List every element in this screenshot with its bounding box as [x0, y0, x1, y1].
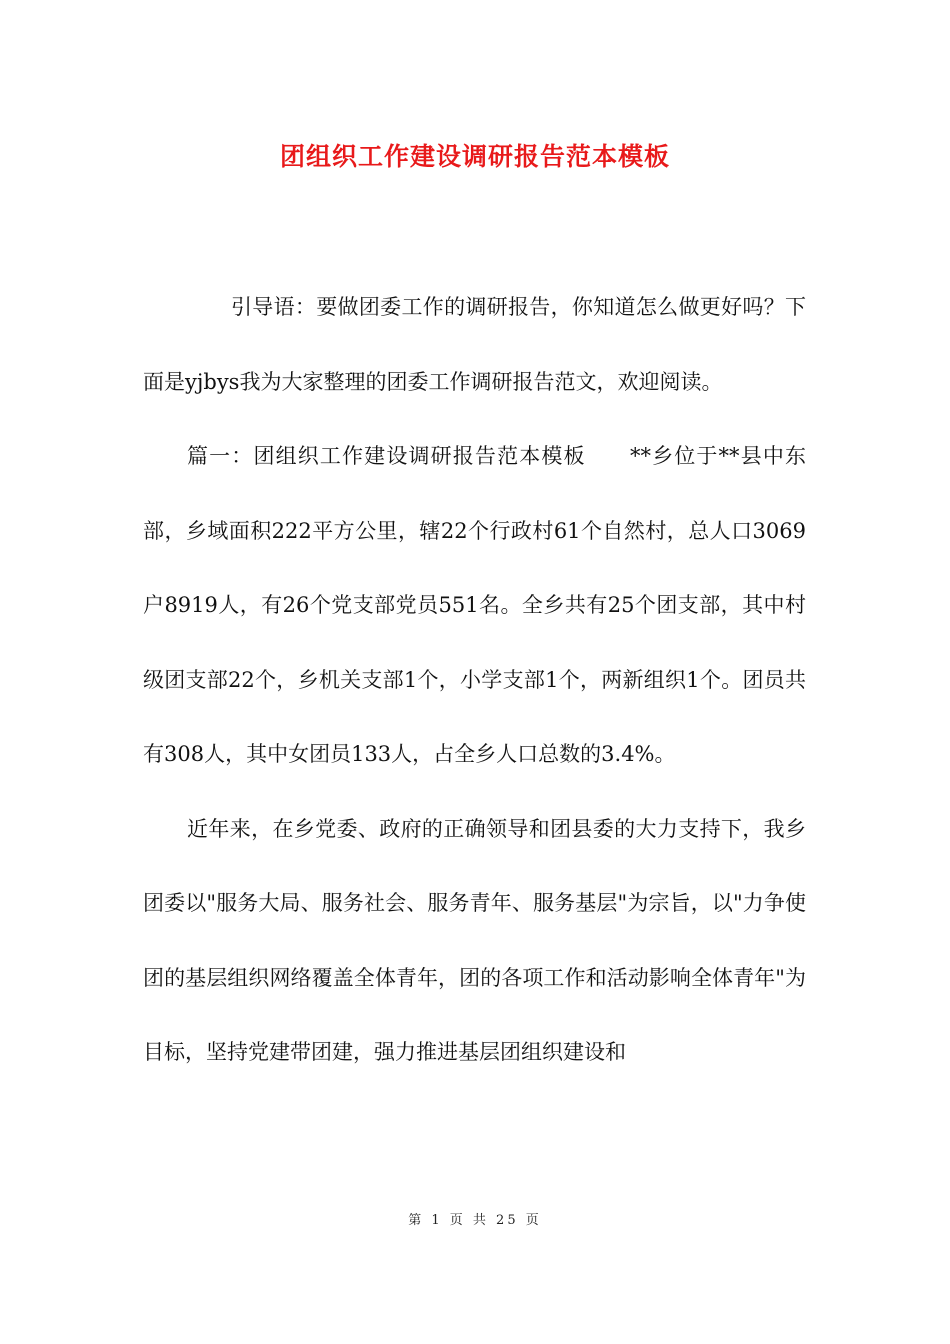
- document-body: [143, 270, 806, 1090]
- paragraph-recent-years: 近年来，在乡党委、政府的正确领导和团县委的大力支持下，我乡团委以"服务大局、服务社会、服务青年、服务基层"为宗旨，以"力争使团的基层组织网络覆盖全体青年，团的各项工作和活动影响全体青年"为目标，坚持党建带团建，强力推进基层团组织建设和: [143, 816, 806, 1064]
- paragraph-intro: 引导语：要做团委工作的调研报告，你知道怎么做更好吗？下面是yjbys我为大家整理的团委工作调研报告范文，欢迎阅读。: [143, 295, 806, 394]
- paragraph-part-one: 篇一：团组织工作建设调研报告范本模板 **乡位于**县中东部，乡域面积222平方公里，辖22个行政村61个自然村，总人口3069户8919人，有26个党支部党员551名。全乡共有25个团支部，其中村级团支部22个，乡机关支部1个，小学支部1个，两新组织1个。团员共有308人，其中女团员133人，占全乡人口总数的3.4%。: [143, 444, 806, 766]
- page-number-footer: 第 1 页 共 25 页: [408, 1213, 542, 1228]
- document-title: 团组织工作建设调研报告范本模板: [279, 142, 670, 171]
